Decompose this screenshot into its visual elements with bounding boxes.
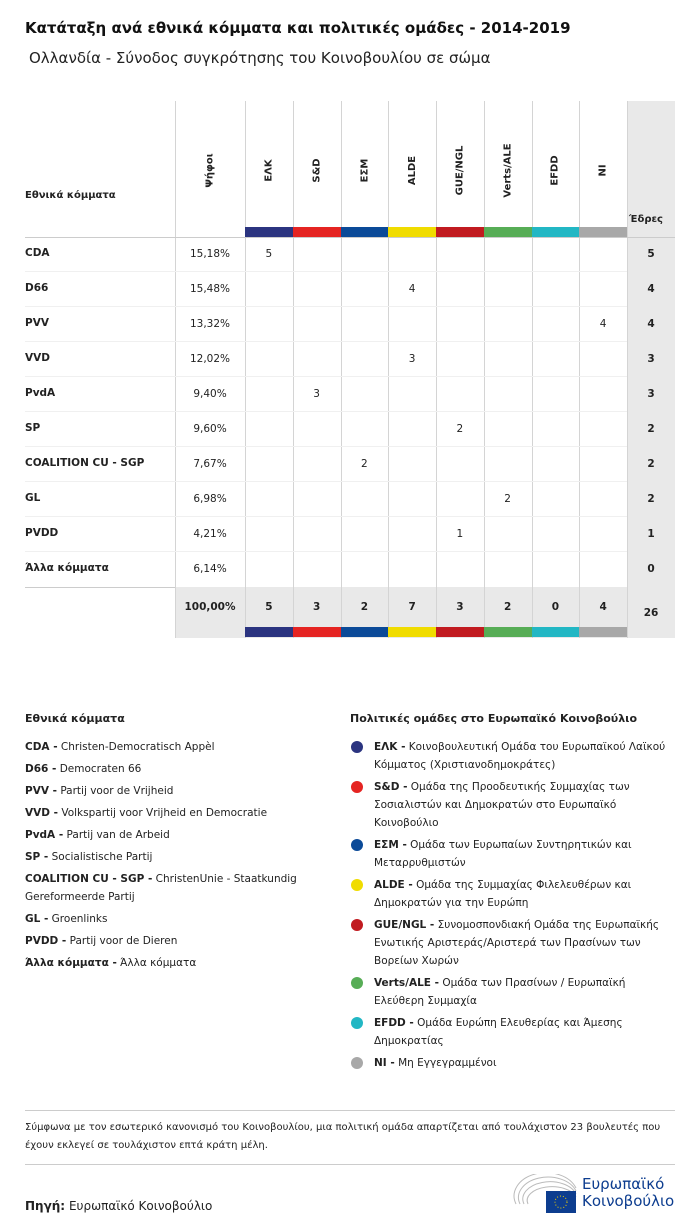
vote-share: 6,14% [193,563,227,575]
group-legend-item [374,1054,674,1072]
divider [25,1110,675,1111]
group-seats: 2 [456,423,464,435]
seats-column-header: Έδρες [629,214,663,225]
group-header-2 [341,110,389,230]
row-divider [25,516,627,517]
group-legend-item [374,738,674,774]
group-color-bar [388,627,436,637]
group-color-bar [341,227,389,237]
party-abbr: PvdA - [25,829,64,841]
row-divider [25,341,627,342]
group-abbr: NI - [374,1057,395,1069]
group-abbr: Verts/ALE - [374,977,439,989]
group-header-label: ALDE [406,155,418,185]
party-abbr: SP - [25,851,49,863]
vote-share: 15,18% [189,248,231,260]
group-header-6 [532,110,580,230]
group-seats: 1 [456,528,464,540]
party-abbr: Άλλα κόμματα - [25,957,117,969]
group-header-3 [388,110,436,230]
group-color-bar [245,627,293,637]
party-legend-item [25,760,325,778]
total-group-seats: 3 [312,601,321,613]
divider [25,1164,675,1165]
group-header-label: EFDD [549,154,561,186]
group-color-dot [351,919,363,931]
total-group-seats: 3 [456,601,464,613]
group-abbr: ALDE - [374,879,413,891]
party-legend-item [25,870,325,906]
party-full-name: ChristenUnie - Staatkundig Gereformeerde Partij [25,873,297,903]
group-color-bar [436,227,484,237]
group-color-bar [484,227,532,237]
party-full-name: Volkspartij voor Vrijheid en Democratie [61,807,268,819]
total-group-seats: 4 [599,601,607,613]
group-full-name: Κοινοβουλευτική Ομάδα του Ευρωπαϊκού Λαϊκού Κόμματος (Χριστιανοδημοκράτες) [374,741,666,771]
vote-share: 4,21% [193,528,227,540]
total-seats: 4 [647,318,655,330]
party-name: PVDD [25,527,59,539]
party-abbr: COALITION CU - SGP - [25,873,153,885]
group-color-dot [351,839,363,851]
group-abbr: S&D - [374,781,408,793]
row-divider [25,376,627,377]
grand-total-seats: 26 [643,607,659,619]
group-abbr: ΕΛΚ - [374,741,406,753]
row-divider [25,271,627,272]
party-abbr: PVDD - [25,935,67,947]
hemicycle-icon [512,1174,578,1214]
parties-legend-heading: Εθνικά κόμματα [25,712,125,725]
ep-logo [512,1174,682,1214]
group-color-bar [388,227,436,237]
row-divider [25,551,627,552]
group-header-label: ΕΛΚ [263,158,275,182]
total-group-seats: 2 [503,601,512,613]
party-full-name: Democraten 66 [59,763,142,775]
total-seats: 5 [647,248,655,260]
page-subtitle: Ολλανδία - Σύνοδος συγκρότησης του Κοινοβουλίου σε σώμα [29,49,491,67]
total-group-seats: 5 [265,601,273,613]
party-name: SP [25,422,41,434]
group-legend-item [374,836,674,872]
total-seats: 2 [647,423,655,435]
row-divider [25,411,627,412]
group-seats: 3 [313,388,320,400]
total-seats: 4 [647,283,655,295]
source-label: Πηγή: [25,1199,66,1213]
party-full-name: Socialistische Partij [51,851,153,863]
party-abbr: D66 - [25,763,57,775]
party-name: COALITION CU - SGP [25,457,145,469]
group-color-dot [351,1057,363,1069]
source-value: Ευρωπαϊκό Κοινοβούλιο [68,1199,213,1213]
column-divider [627,101,628,638]
group-legend-item [374,876,674,912]
group-color-dot [351,977,363,989]
party-full-name: Partij van de Arbeid [66,829,170,841]
party-name: PvdA [25,387,56,399]
vote-share: 6,98% [193,493,227,505]
vote-share: 9,40% [193,388,227,400]
party-full-name: Άλλα κόμματα [120,957,197,969]
group-color-bar [293,627,341,637]
group-full-name: Ομάδα της Συμμαχίας Φιλελευθέρων και Δημοκρατών για την Ευρώπη [374,879,632,909]
group-header-1 [293,110,341,230]
total-seats: 2 [647,493,655,505]
groups-legend-heading: Πολιτικές ομάδες στο Ευρωπαϊκό Κοινοβούλιο [350,712,638,725]
row-divider [25,306,627,307]
party-name: GL [25,492,41,504]
group-header-4 [436,110,484,230]
group-seats: 2 [504,493,511,505]
group-full-name: Ομάδα Ευρώπη Ελευθερίας και Άμεσης Δημοκρατίας [374,1017,623,1047]
total-seats: 1 [647,528,655,540]
footnote: Σύμφωνα με τον εσωτερικό κανονισμό του Κοινοβουλίου, μια πολιτική ομάδα απαρτίζεται από τουλάχιστον 23 βουλευτές που έχουν εκλεγεί σε τουλάχιστον επτά κράτη μέλη. [25,1122,661,1151]
row-divider [25,481,627,482]
party-full-name: Partij voor de Dieren [69,935,178,947]
total-group-seats: 2 [360,601,369,613]
group-color-bar [532,627,580,637]
group-color-bar [532,227,580,237]
group-legend-item [374,916,674,970]
party-name: PVV [25,317,49,329]
group-seats: 4 [408,283,416,295]
page-title: Κατάταξη ανά εθνικά κόμματα και πολιτικές ομάδες - 2014-2019 [25,19,571,37]
source [25,1199,212,1213]
total-group-seats: 7 [408,601,416,613]
party-legend-item [25,954,325,972]
group-seats: 2 [361,458,368,470]
total-votes: 100,00% [184,601,236,613]
group-header-label: GUE/NGL [454,145,466,195]
party-legend-item [25,910,325,928]
logo-line2: Κοινοβούλιο [582,1192,675,1210]
vote-share: 13,32% [189,318,231,330]
party-name: CDA [25,247,50,259]
group-header-label: ΕΣΜ [358,158,370,182]
group-seats: 3 [408,353,416,365]
group-color-bar [245,227,293,237]
group-seats: 5 [265,248,273,260]
group-seats: 4 [599,318,607,330]
group-full-name: Ομάδα των Πρασίνων / Ευρωπαϊκή Ελεύθερη Συμμαχία [374,977,626,1007]
party-legend-item [25,848,325,866]
group-full-name: Ομάδα της Προοδευτικής Συμμαχίας των Σοσιαλιστών και Δημοκρατών στο Ευρωπαϊκό Κοινοβούλιο [374,781,630,829]
party-legend-item [25,804,325,822]
seats-column-bg [627,101,675,638]
party-abbr: GL - [25,913,49,925]
group-color-bar [579,627,627,637]
group-color-dot [351,741,363,753]
group-full-name: Συνομοσπονδιακή Ομάδα της Ευρωπαϊκής Ενωτικής Αριστεράς/Αριστερά των Πρασίνων των Βορείων Χωρών [374,919,660,967]
party-abbr: PVV - [25,785,57,797]
group-full-name: Ομάδα των Ευρωπαίων Συντηρητικών και Μεταρρυθμιστών [374,839,632,869]
vote-share: 15,48% [189,283,231,295]
party-legend-item [25,826,325,844]
party-name: VVD [25,352,50,364]
vote-share: 12,02% [189,353,231,365]
logo-line1: Ευρωπαϊκό [582,1175,665,1193]
party-abbr: VVD - [25,807,58,819]
total-seats: 3 [647,353,655,365]
group-color-bar [436,627,484,637]
party-legend-item [25,782,325,800]
group-header-label: Verts/ALE [502,142,514,198]
group-color-bar [579,227,627,237]
totals-divider [25,587,175,588]
vote-share: 7,67% [193,458,227,470]
group-color-dot [351,1017,363,1029]
group-header-label: S&D [311,157,323,183]
votes-header-label: Ψήφοι [204,152,216,188]
party-full-name: Partij voor de Vrijheid [60,785,174,797]
party-legend-item [25,738,325,756]
group-legend-item [374,974,674,1010]
group-color-bar [293,227,341,237]
votes-column-header [175,110,245,230]
party-abbr: CDA - [25,741,58,753]
group-header-7 [579,110,627,230]
row-divider [25,446,627,447]
vote-share: 9,60% [193,423,227,435]
group-legend-item [374,1014,674,1050]
group-abbr: EFDD - [374,1017,414,1029]
party-name: Άλλα κόμματα [25,562,109,574]
group-full-name: Μη Εγγεγραμμένοι [398,1057,497,1069]
party-full-name: Groenlinks [51,913,108,925]
group-header-5 [484,110,532,230]
group-abbr: GUE/NGL - [374,919,435,931]
header-divider [25,237,675,238]
group-header-0 [245,110,293,230]
group-abbr: ΕΣΜ - [374,839,407,851]
group-color-bar [341,627,389,637]
party-name: D66 [25,282,49,294]
total-seats: 2 [647,458,655,470]
group-legend-item [374,778,674,832]
group-color-dot [351,781,363,793]
total-seats: 3 [647,388,655,400]
group-header-label: NI [597,163,609,177]
group-color-bar [484,627,532,637]
party-full-name: Christen-Democratisch Appèl [60,741,215,753]
total-group-seats: 0 [551,601,560,613]
party-column-header: Εθνικά κόμματα [25,190,116,201]
party-legend-item [25,932,325,950]
total-seats: 0 [647,563,655,575]
group-color-dot [351,879,363,891]
